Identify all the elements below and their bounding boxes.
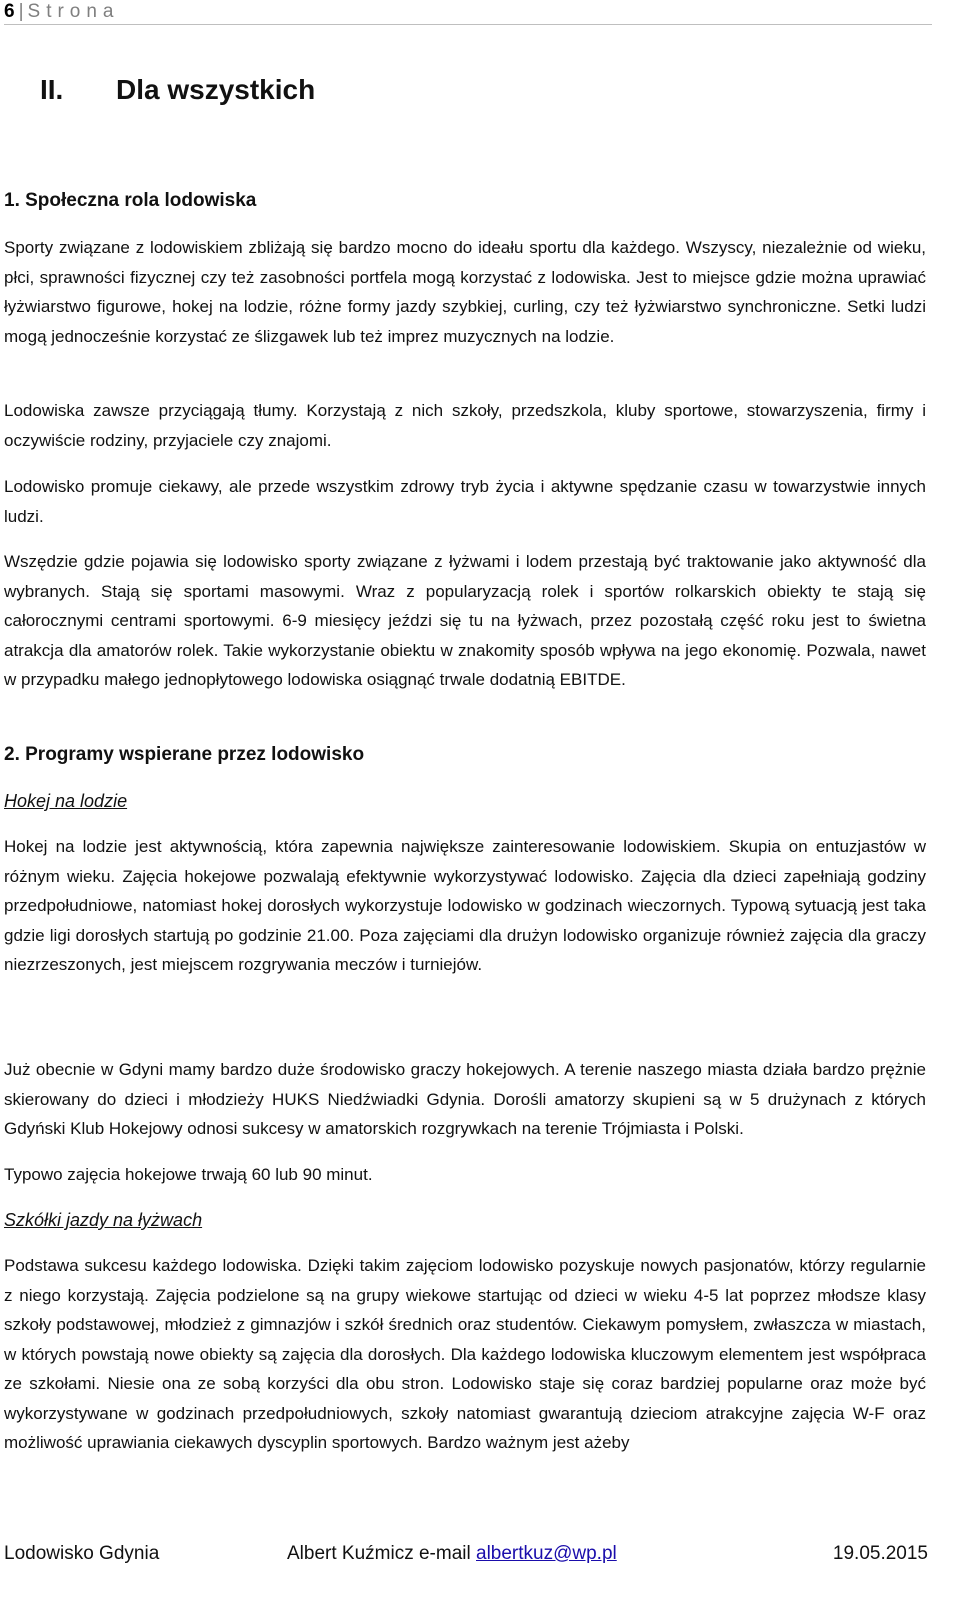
heading-programy: 2. Programy wspierane przez lodowisko — [4, 744, 365, 765]
paragraph-intro: Sporty związane z lodowiskiem zbliżają się bardzo mocno do ideału sportu dla każdego. Wszyscy, niezależnie od wieku, płci, sprawności fizycznej czy też zasobności portfela mogą korzystać z lodowiska. Jest to miejsce gdzie można uprawiać łyżwiarstwo figurowe, hokej na lodzie, różne formy jazdy szybkiej, curling, czy też łyżwiarstwo synchroniczne. Setki ludzi mogą jednocześnie korzystać ze ślizgawek lub też imprez muzycznych na lodzie. — [4, 238, 926, 346]
page-number: 6 — [4, 1, 15, 22]
footer-organization: Lodowisko Gdynia — [4, 1543, 160, 1564]
paragraph-zdrowy-tryb: Lodowisko promuje ciekawy, ale przede wszystkim zdrowy tryb życia i aktywne spędzanie czasu w towarzystwie innych ludzi. — [4, 477, 926, 526]
footer-email-link[interactable]: albertkuz@wp.pl — [476, 1543, 617, 1564]
paragraph-hokej: Hokej na lodzie jest aktywnością, która zapewnia największe zainteresowanie lodowiskiem. Skupia on entuzjastów w różnym wieku. Zajęcia hokejowe pozwalają efektywnie wykorzystywać lodowisko. Zajęcia dla dzieci zapełniają godziny przedpołudniowe, natomiast hokej dorosłych wykorzystuje lodowisko w godzinach wieczornych. Typową sytuacją jest taka gdzie ligi dorosłych startują po godzinie 21.00. Poza zajęciami dla drużyn lodowisko organizuje również zajęcia dla graczy niezrzeszonych, jest miejscem rozgrywania meczów i turniejów. — [4, 837, 926, 974]
paragraph-czas-zajec: Typowo zajęcia hokejowe trwają 60 lub 90 minut. — [4, 1165, 373, 1184]
paragraph-szkolki: Podstawa sukcesu każdego lodowiska. Dzięki takim zajęciom lodowisko pozyskuje nowych pasjonatów, którzy regularnie z niego korzystają. Zajęcia podzielone są na grupy wiekowe startując od dzieci w wieku 4-5 lat poprzez młodsze klasy szkoły podstawowej, młodzież z gimnazjów i szkół średnich oraz studentów. Ciekawym pomysłem, zwłaszcza w miastach, w których powstają nowe obiekty są zajęcia dla dorosłych. Dla każdego lodowiska kluczowym elementem jest współpraca ze szkołami. Niesie ona ze sobą korzyści dla obu stron. Lodowisko staje się coraz bardziej popularne oraz może być wykorzystywane w godzinach przedpołudniowych, szkoły natomiast gwarantują dzieciom atrakcyjne zajęcia W-F oraz możliwość uprawiania ciekawych dyscyplin sportowych. Bardzo ważnym jest ażeby — [4, 1256, 926, 1452]
footer-author — [287, 1540, 617, 1568]
page-footer — [4, 1540, 928, 1568]
paragraph-gdynia-hokej: Już obecnie w Gdyni mamy bardzo duże środowisko graczy hokejowych. A terenie naszego miasta działa bardzo prężnie skierowany do dzieci i młodzieży HUKS Niedźwiadki Gdynia. Dorośli amatorzy skupieni są w 5 drużynach z których Gdyński Klub Hokejowy odnosi sukcesy w amatorskich rozgrywkach na terenie Trójmiasta i Polski. — [4, 1060, 926, 1138]
section-title — [40, 72, 315, 108]
paragraph-tlumy: Lodowiska zawsze przyciągają tłumy. Korzystają z nich szkoły, przedszkola, kluby sportowe, stowarzyszenia, firmy i oczywiście rodziny, przyjaciele czy znajomi. — [4, 401, 926, 450]
heading-spoleczna-rola: 1. Społeczna rola lodowiska — [4, 190, 257, 211]
page-word: Strona — [27, 1, 120, 22]
paragraph-sporty-masowe: Wszędzie gdzie pojawia się lodowisko sporty związane z łyżwami i lodem przestają być traktowanie jako aktywność dla wybranych. Stają się sportami masowymi. Wraz z popularyzacją rolek i sportów rolkarskich obiekty te stają się całorocznymi centrami sportowymi. 6-9 miesięcy jeździ się tu na łyżwach, przez pozostałą część roku jest to świetna atrakcja dla amatorów rolek. Takie wykorzystanie obiektu w znakomity sposób wpływa na jego ekonomię. Pozwala, nawet w przypadku małego jednopłytowego lodowiska osiągnąć trwale dodatnią EBITDE. — [4, 552, 926, 689]
header-separator: | — [18, 1, 24, 22]
subheading-hokej: Hokej na lodzie — [4, 791, 128, 811]
subheading-szkolki: Szkółki jazdy na łyżwach — [4, 1210, 203, 1230]
footer-date: 19.05.2015 — [832, 1543, 928, 1564]
page-header — [4, 0, 932, 25]
section-title-text: Dla wszystkich — [116, 74, 316, 105]
footer-author-name: Albert Kuźmicz e-mail — [287, 1543, 471, 1564]
section-roman-numeral: II. — [40, 74, 64, 105]
